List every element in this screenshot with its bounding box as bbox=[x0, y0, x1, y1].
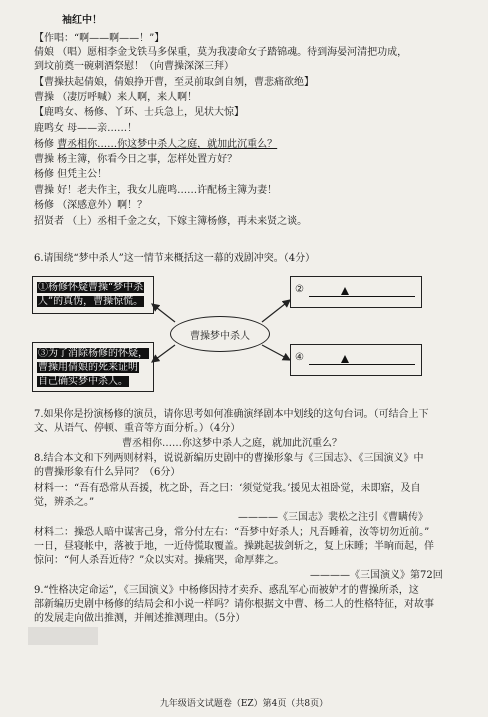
box-1-line: ①杨修怀疑曹操“梦中杀 bbox=[38, 282, 144, 293]
box-4-label: ④ bbox=[295, 352, 304, 363]
text-line: 【曹操扶起倩娘，倩娘挣开曹，至灵前取剑自刎，曹悲痛欲绝】 bbox=[34, 77, 314, 88]
page-footer: 九年级语文试题卷（EZ）第4页（共8页） bbox=[159, 699, 329, 709]
text-line: 曹操 （凄厉呼喊）来人啊，来人啊！ bbox=[34, 92, 198, 103]
question-8: 的曹操形象有什么异同？（6分） bbox=[34, 467, 181, 478]
arrow-to-box-4 bbox=[262, 345, 290, 360]
text-line: 袖红中！ bbox=[62, 15, 102, 26]
text-line: 倩娘 （唱）愿相李金戈铁马多保重，莫为我凄命女子踏锦魂。待到海晏河清把功成， bbox=[34, 47, 408, 58]
faint-stamp bbox=[28, 627, 98, 645]
text-line: 杨修 但凭主公！ bbox=[34, 169, 108, 180]
arrow-to-box-1 bbox=[152, 304, 175, 322]
text-line: 杨修 （深感意外）啊！？ bbox=[34, 200, 148, 211]
question-8: 8.结合本文和下列两则材料，说说新编历史剧中的曹操形象与《三国志》、《三国演义》中 bbox=[34, 453, 424, 464]
box-3-line: 自己确实梦中杀人。 bbox=[38, 376, 128, 387]
question-6: 6.请围绕“梦中杀人”这一情节来概括这一幕的戏剧冲突。（4分） bbox=[34, 253, 316, 264]
text-line: 鹿鸣女 母——亲……！ bbox=[34, 123, 138, 134]
arrow-to-box-3 bbox=[152, 345, 175, 362]
text-line: 到坟前奠一碗刺酒祭慰！（向曹操深深三拜） bbox=[34, 61, 234, 72]
material-2: 一日，昼寝帐中，落被于地，一近侍慌取覆盖。操跳起拔剑斩之，复上床睡；半晌而起，佯 bbox=[34, 541, 434, 552]
text-line: 招贤者 （上）丞相千金之女，下嫁主簿杨修，再未来贤之谈。 bbox=[34, 216, 308, 227]
center-ellipse: 曹操梦中杀人 bbox=[170, 316, 270, 352]
material-2: 惊问：“何人杀吾近侍？”众以实对。操痛哭，命厚葬之。 bbox=[34, 555, 285, 566]
question-7: 文、从语气、停顿、重音等方面分析。）（4分） bbox=[34, 423, 241, 434]
box-1-line: 人”的真伪，曹操惊慌。 bbox=[38, 296, 144, 307]
material-1: 材料一：“吾有恐常从吾援，枕之卧，吾之曰：‘须觉觉我。’援见太祖卧觉，未即寤，及自 bbox=[34, 483, 421, 494]
question-9: 部新编历史剧中杨修的结局会和小说一样吗？请你根据文中曹、杨二人的性格特征，对故事 bbox=[34, 599, 434, 610]
speaker: 杨修 bbox=[34, 139, 58, 150]
box-3-line: 曹操用倩娘的死来证明 bbox=[38, 362, 138, 373]
box-3-line: ③为了消除杨修的怀疑， bbox=[38, 348, 148, 359]
text-line: 【作唱：“啊——啊——！”】 bbox=[34, 33, 165, 44]
box-2-label: ② bbox=[295, 284, 304, 295]
question-7: 7.如果你是扮演杨修的演员，请你思考如何准确演绎剧本中划线的这句台词。（可结合上下 bbox=[34, 409, 429, 420]
material-2-source: ————《三国演义》第72回 bbox=[310, 570, 443, 581]
underlined-line: 曹丞相你……你这梦中杀人之庭，就加此沉重么？ bbox=[57, 139, 278, 150]
material-1: 觉，辨杀之。” bbox=[34, 497, 95, 508]
material-2: 材料二：操恐人暗中谋害己身，常分付左右：“吾梦中好杀人；凡吾睡着，汝等切勿近前。” bbox=[34, 527, 430, 538]
text-line: 曹操 好！老夫作主，我女儿鹿鸣……许配杨主簿为妻！ bbox=[34, 185, 278, 196]
arrow-to-box-2 bbox=[262, 300, 290, 322]
material-1-source: ————《三国志》裴松之注引《曹瞒传》 bbox=[238, 512, 428, 523]
text-line: 【鹿鸣女、杨修、丫环、士兵急上，见状大惊】 bbox=[34, 107, 244, 118]
quote: 曹丞相你……你这梦中杀人之庭，就加此沉重么？ bbox=[122, 438, 342, 449]
text-line: 曹操 杨主簿，你看今日之事，怎样处置方好？ bbox=[34, 154, 238, 165]
question-9: 9.“性格决定命运”，《三国演义》中杨修因持才卖乔、惑乱军心而被妒才的曹操所杀，这 bbox=[34, 585, 419, 596]
question-9: 的发展走向做出推测，并阐述推测理由。（5分） bbox=[34, 613, 246, 624]
